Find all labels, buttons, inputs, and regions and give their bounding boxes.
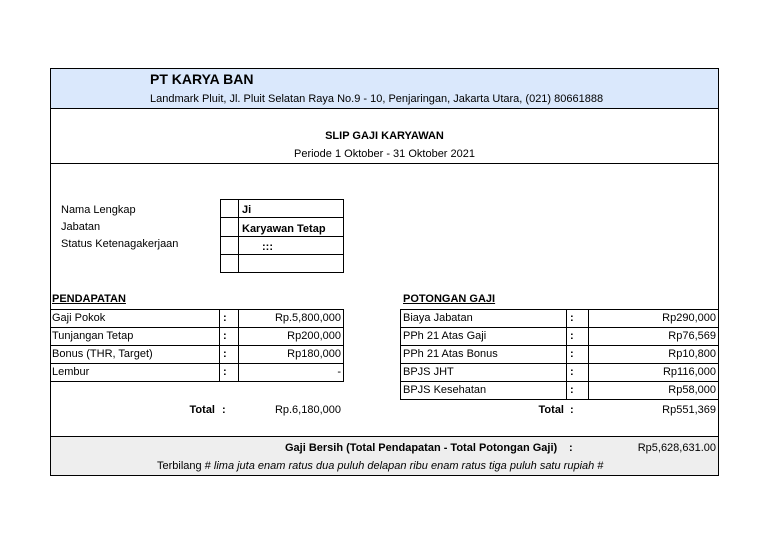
- deduction-item-label: PPh 21 Atas Gaji: [403, 330, 487, 342]
- income-colon: :: [223, 330, 227, 342]
- income-colon: :: [223, 348, 227, 360]
- income-item-label: Lembur: [52, 366, 90, 378]
- employee-position-value: Karyawan Tetap: [242, 223, 326, 235]
- employee-status-value: :::: [262, 241, 273, 253]
- income-item-amount: -: [337, 366, 341, 378]
- deduction-item-label: BPJS JHT: [403, 366, 454, 378]
- deduction-colon: :: [570, 330, 574, 342]
- slip-period: Periode 1 Oktober - 31 Oktober 2021: [294, 148, 475, 160]
- income-item-amount: Rp.5,800,000: [274, 312, 341, 324]
- income-total-amount: Rp.6,180,000: [274, 404, 341, 416]
- deduction-item-label: Biaya Jabatan: [403, 312, 473, 324]
- deductions-total-amount: Rp551,369: [662, 404, 716, 416]
- employee-label: Jabatan: [61, 221, 101, 233]
- slip-title: SLIP GAJI KARYAWAN: [325, 130, 444, 142]
- terbilang-label: Terbilang #: [157, 460, 211, 472]
- deduction-item-amount: Rp58,000: [668, 384, 716, 396]
- income-total-colon: :: [222, 404, 226, 416]
- terbilang-end: #: [597, 460, 604, 472]
- deduction-item-label: BPJS Kesehatan: [403, 384, 487, 396]
- income-item-label: Gaji Pokok: [52, 312, 106, 324]
- income-item-amount: Rp200,000: [287, 330, 341, 342]
- deductions-total-label: Total: [538, 404, 564, 416]
- deduction-item-label: PPh 21 Atas Bonus: [403, 348, 498, 360]
- company-name: PT KARYA BAN: [150, 71, 254, 87]
- divider-title: [50, 163, 719, 164]
- employee-label: Nama Lengkap: [61, 204, 136, 216]
- deduction-colon: :: [570, 366, 574, 378]
- income-item-label: Tunjangan Tetap: [52, 330, 134, 342]
- deductions-heading: POTONGAN GAJI: [403, 293, 496, 305]
- terbilang-line: [157, 459, 603, 473]
- deductions-total-colon: :: [570, 404, 574, 416]
- deduction-item-amount: Rp76,569: [668, 330, 716, 342]
- net-pay-amount: Rp5,628,631.00: [637, 442, 716, 454]
- deduction-colon: :: [570, 384, 574, 396]
- terbilang-text: lima juta enam ratus dua puluh delapan ribu enam ratus tiga puluh satu rupiah: [213, 460, 595, 472]
- income-colon: :: [223, 312, 227, 324]
- company-address: Landmark Pluit, Jl. Pluit Selatan Raya No.9 - 10, Penjaringan, Jakarta Utara, (021) 80661888: [150, 93, 604, 105]
- deduction-item-amount: Rp116,000: [662, 366, 716, 378]
- deduction-item-amount: Rp10,800: [668, 348, 716, 360]
- divider-header: [50, 108, 719, 109]
- income-heading: PENDAPATAN: [52, 293, 126, 305]
- deduction-colon: :: [570, 348, 574, 360]
- deduction-item-amount: Rp290,000: [662, 312, 716, 324]
- net-pay-colon: :: [569, 442, 573, 454]
- deduction-colon: :: [570, 312, 574, 324]
- divider-net: [50, 436, 719, 437]
- net-pay-label: Gaji Bersih (Total Pendapatan - Total Potongan Gaji): [285, 442, 558, 454]
- employee-label: Status Ketenagakerjaan: [61, 238, 179, 250]
- income-item-amount: Rp180,000: [287, 348, 341, 360]
- employee-name-value: Ji: [242, 204, 252, 216]
- income-total-label: Total: [189, 404, 215, 416]
- income-item-label: Bonus (THR, Target): [52, 348, 153, 360]
- income-colon: :: [223, 366, 227, 378]
